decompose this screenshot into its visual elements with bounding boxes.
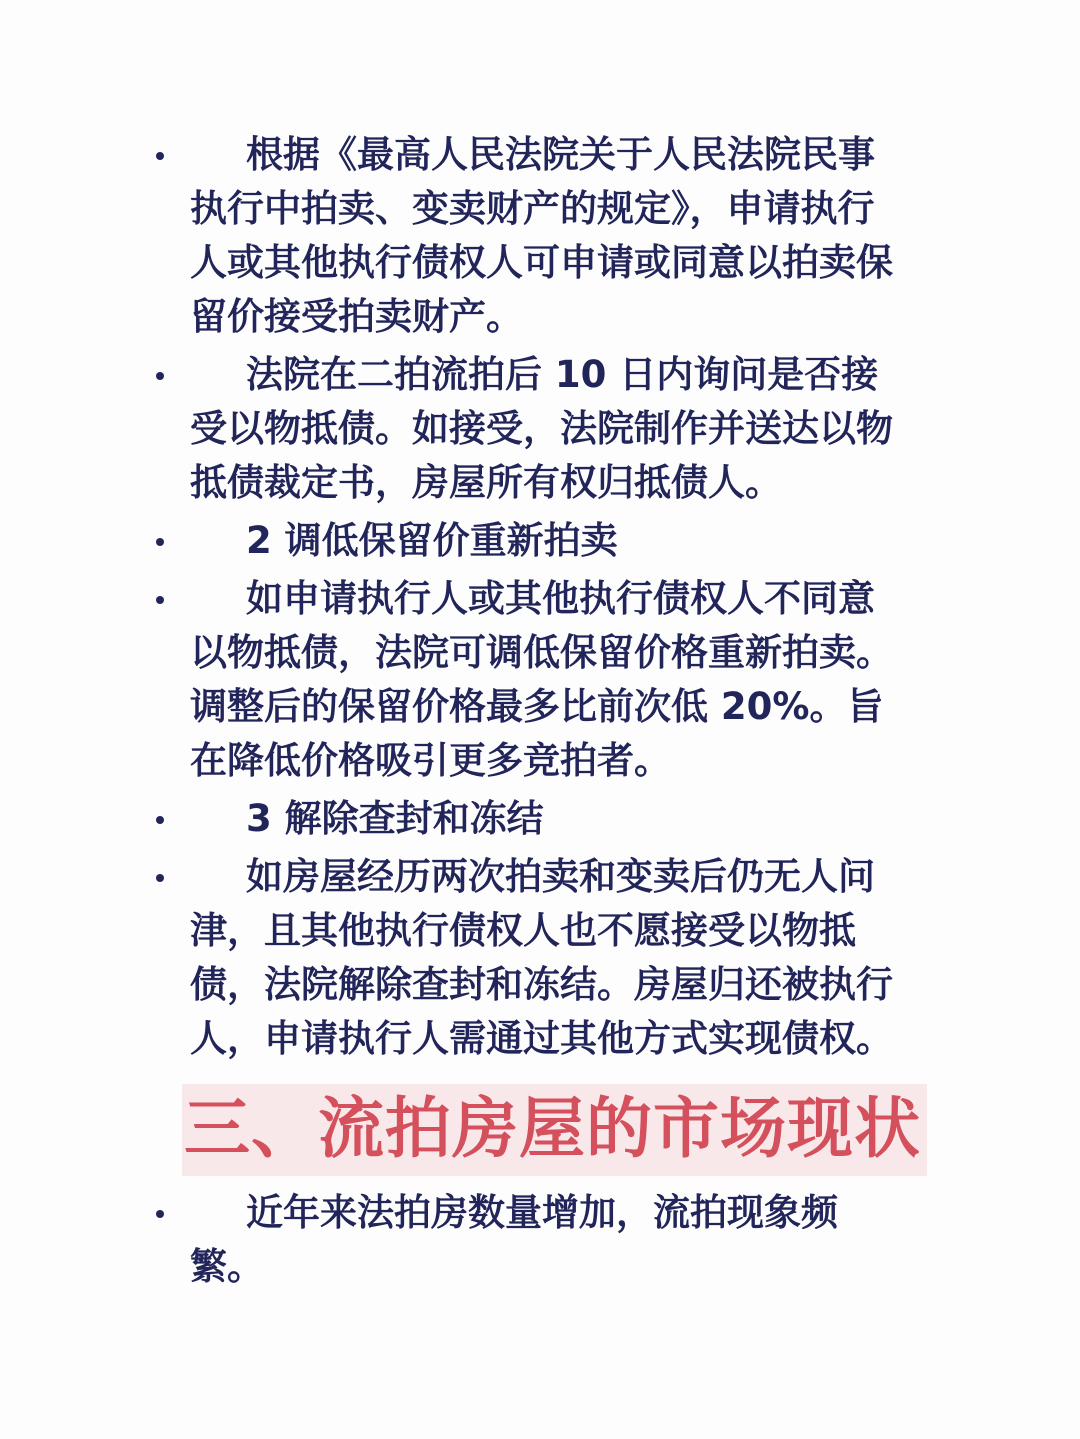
list-item	[190, 572, 906, 788]
bullet-text: 如房屋经历两次拍卖和变卖后仍无人问津，且其他执行债权人也不愿接受以物抵债，法院解除查封和冻结。房屋归还被执行人，申请执行人需通过其他方式实现债权。	[190, 855, 893, 1060]
bullet-dot-icon	[156, 152, 164, 160]
bullet-list-bottom	[190, 1186, 906, 1294]
section-heading	[182, 1084, 921, 1176]
bullet-text: 法院在二拍流拍后 10 日内询问是否接受以物抵债。如接受，法院制作并送达以物抵债裁定书，房屋所有权归抵债人。	[190, 353, 893, 504]
list-item	[190, 850, 906, 1066]
bullet-dot-icon	[156, 538, 164, 546]
bullet-text: 如申请执行人或其他执行债权人不同意以物抵债，法院可调低保留价格重新拍卖。调整后的保留价格最多比前次低 20%。旨在降低价格吸引更多竞拍者。	[190, 577, 893, 782]
list-item	[190, 128, 906, 344]
section-heading-text: 三、流拍房屋的市场现状	[182, 1084, 927, 1176]
list-item	[190, 1186, 906, 1294]
bullet-dot-icon	[156, 874, 164, 882]
list-item	[190, 792, 906, 846]
document-content	[184, 128, 921, 1298]
list-item	[190, 348, 906, 510]
bullet-list-top	[190, 128, 906, 1066]
bullet-dot-icon	[156, 1210, 164, 1218]
bullet-dot-icon	[156, 372, 164, 380]
bullet-text: 2 调低保留价重新拍卖	[246, 519, 618, 562]
bullet-dot-icon	[156, 596, 164, 604]
bullet-text: 3 解除查封和冻结	[246, 797, 544, 840]
bullet-text: 根据《最高人民法院关于人民法院民事执行中拍卖、变卖财产的规定》，申请执行人或其他执行债权人可申请或同意以拍卖保留价接受拍卖财产。	[190, 133, 893, 338]
list-item	[190, 514, 906, 568]
bullet-text: 近年来法拍房数量增加，流拍现象频繁。	[190, 1191, 838, 1288]
bullet-dot-icon	[156, 816, 164, 824]
